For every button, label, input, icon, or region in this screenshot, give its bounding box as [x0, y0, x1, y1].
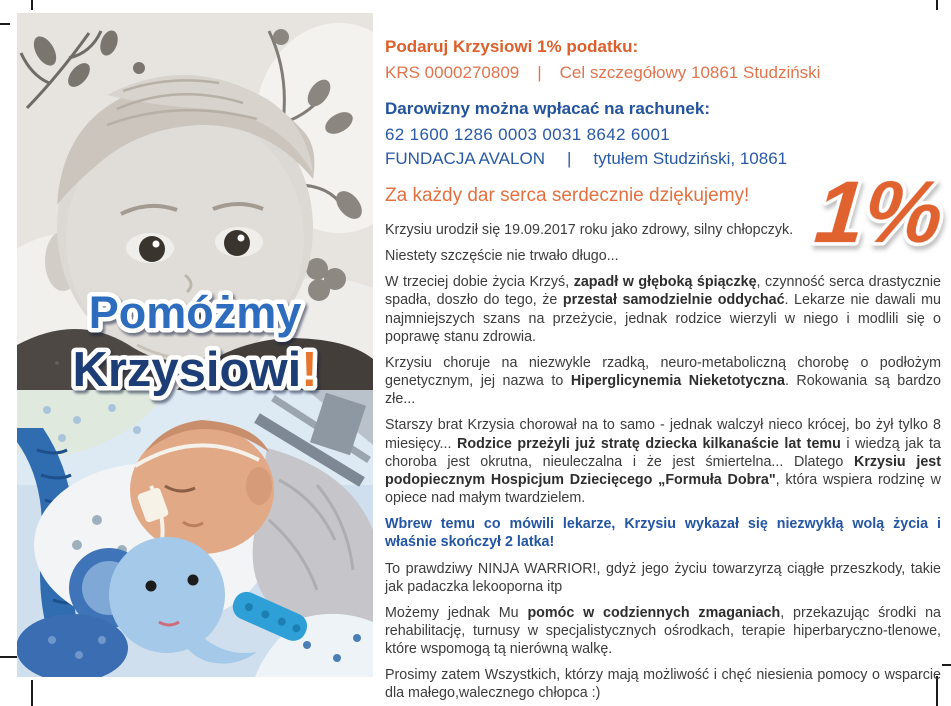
text-run: Możemy jednak Mu	[385, 604, 528, 621]
organization-separator: |	[566, 149, 572, 168]
headline-line1: Pomóżmy	[88, 287, 302, 338]
photo-baby-hospital	[17, 390, 373, 677]
text-run: Krzysiu choruje na niezwykle rzadką, neuro-metaboliczną chorobę o podłożym genetycznym, jej nazwa to	[385, 354, 941, 390]
bold-text-run: Krzysiu jest podopiecznym Hospicjum Dziecięcego „Formuła Dobra"	[385, 453, 941, 488]
text-run: W trzeciej dobie życia Krzyś,	[385, 274, 574, 291]
account-number: 62 1600 1286 0003 0031 8642 6001	[385, 124, 671, 144]
text-run: , która wspiera rodzinę w opiece nad małym twardzielem.	[385, 471, 941, 507]
organization-line	[385, 148, 941, 169]
headline-line2-word: Krzysiowi	[72, 343, 302, 397]
organization-name: FUNDACJA AVALON	[385, 149, 545, 168]
transfer-title: tytułem Studziński, 10861	[593, 149, 788, 168]
cel-szczegolowy: Cel szczegółowy 10861 Studziński	[559, 63, 821, 83]
paragraph-5	[385, 416, 941, 507]
paragraph-1	[385, 221, 941, 239]
headline-exclamation: !	[301, 343, 318, 397]
krs-number: KRS 0000270809	[385, 63, 520, 83]
bold-text-run: pomóc w codziennych zmaganiach	[527, 604, 781, 621]
bold-text-run: przestał samodzielnie oddychać	[562, 292, 785, 309]
one-percent-label: 1%	[811, 162, 948, 260]
campaign-headline	[17, 282, 373, 412]
story-article	[385, 221, 941, 703]
bold-text-run: zapadł w głęboką śpiączkę	[573, 274, 757, 291]
paragraph-3	[385, 273, 941, 346]
flyer-content-column	[385, 36, 941, 706]
headline-line2	[72, 343, 317, 397]
thanks-line: Za każdy dar serca serdecznie dziękujemy!	[385, 185, 750, 207]
bold-text-run: Wbrew temu co mówili lekarze, Krzysiu wykazał się niezwykłą wolą życia i właśnie skończył 2 latka!	[385, 516, 941, 551]
campaign-headline-text	[17, 282, 373, 412]
text-run: Niestety szczęście nie trwało długo...	[385, 248, 619, 265]
crop-mark-bottom-left-h	[0, 656, 18, 658]
text-run: . Rokowania są bardzo złe...	[385, 373, 941, 408]
krs-line	[385, 62, 941, 83]
bold-text-run: Rodzice przeżyli już stratę dziecka kilkanaście lat temu	[457, 435, 841, 452]
text-run: Starszy brat Krzysia chorował na to samo - jednak walczył nieco krócej, bo żył tylko 8 miesięcy...	[385, 417, 941, 452]
paragraph-6	[385, 515, 941, 551]
crop-mark-top-right-v	[936, 0, 938, 10]
text-run: , czynność serca drastycznie spadła, doszło do tego, że	[385, 274, 941, 309]
paragraph-7	[385, 560, 941, 596]
text-run: i wiedzą jak ta choroba jest okrutna, nieuleczalna i że jest śmiertelna... Dlatego	[385, 435, 941, 470]
crop-mark-top-left-v	[31, 0, 33, 10]
crop-mark-top-left-h	[0, 23, 10, 25]
donation-title: Darowizny można wpłacać na rachunek:	[385, 98, 710, 118]
bold-text-run: Hiperglicynemia Nieketotyczna	[570, 373, 785, 390]
crop-mark-bottom-right-h	[942, 664, 951, 666]
tax-header-title: Podaruj Krzysiowi 1% podatku:	[385, 37, 639, 56]
crop-mark-bottom-left-v	[31, 680, 33, 706]
text-run: Prosimy zatem Wszystkich, którzy mają możliwość i chęć niesienia pomocy o wsparcie dla małego,walecznego chłopca :)	[385, 667, 941, 702]
text-run: Krzysiu urodził się 19.09.2017 roku jako zdrowy, silny chłopczyk.	[385, 222, 794, 238]
paragraph-9	[385, 666, 941, 702]
photo-baby-hospital-illustration	[17, 390, 373, 677]
krs-separator: |	[537, 63, 542, 83]
text-run: . Lekarze nie dawali mu najmniejszych szans na przeżycie, jednak rodzice wierzyli w niego i modlili się o poprawę stanu zdrowia.	[385, 292, 941, 345]
paragraph-2	[385, 247, 941, 265]
text-run: , przekazując środki na rehabilitację, turnusy w specjalistycznych ośrodkach, terapie hiperbaryczno-tlenowe, które wspomogą tą nierówną walkę.	[385, 604, 942, 658]
text-run: To prawdziwy NINJA WARRIOR!, gdyż jego życiu towarzyrzą ciągłe przeszkody, takie jak padaczka lekooporna itp	[385, 560, 941, 595]
paragraph-8	[385, 604, 941, 658]
paragraph-4	[385, 354, 941, 408]
